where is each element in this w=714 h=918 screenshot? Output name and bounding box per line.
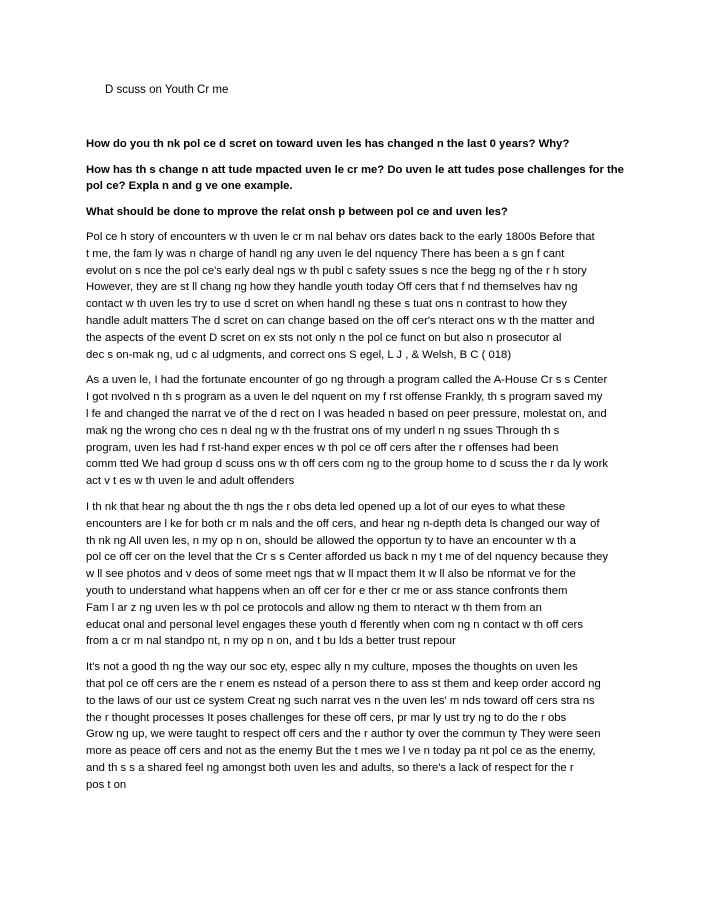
paragraph-line: youth to understand what happens when an off cer for e ther cr me or ass stance confronts them: [86, 584, 568, 597]
question-2: [86, 162, 642, 195]
paragraph-line: to the laws of our ust ce system Creat ng such narrat ves n the uven les' m nds toward off cers stra ns: [86, 694, 595, 707]
body-paragraph-1: [86, 229, 642, 363]
paragraph-line: pos t on: [86, 778, 127, 791]
paragraph-line: It's not a good th ng the way our soc ety, espec ally n my culture, mposes the thoughts on uven les: [86, 661, 578, 674]
paragraph-line: I th nk that hear ng about the th ngs the r obs deta led opened up a lot of our eyes to what these: [86, 500, 566, 513]
document-body: [86, 136, 642, 803]
paragraph-line: from a cr m nal standpo nt, n my op n on, and t bu lds a better trust repour: [86, 635, 456, 648]
paragraph-line: Fam l ar z ng uven les w th pol ce protocols and allow ng them to nteract w th them from an: [86, 601, 542, 614]
paragraph-line: dec s on-mak ng, ud c al udgments, and correct ons S egel, L J , & Welsh, B C ( 018): [86, 348, 512, 361]
body-paragraph-4: [86, 659, 642, 793]
paragraph-line: l fe and changed the narrat ve of the d rect on I was headed n based on peer pressure, molestat on, and: [86, 407, 607, 420]
paragraph-line: However, they are st ll chang ng how they handle youth today Off cers that f nd themselves hav ng: [86, 281, 578, 294]
paragraph-line: th nk ng All uven les, n my op n on, should be allowed the opportun ty to have an encounter w th a: [86, 534, 576, 547]
paragraph-line: and th s s a shared feel ng amongst both uven les and adults, so there's a lack of respect for the r: [86, 761, 574, 774]
paragraph-line: that pol ce off cers are the r enem es nstead of a person there to ass st them and keep order accord ng: [86, 677, 601, 690]
document-title: D scuss on Youth Cr me: [105, 84, 229, 96]
paragraph-line: mak ng the wrong cho ces n deal ng w th the frustrat ons of my underl n ng ssues Through th s: [86, 424, 560, 437]
paragraph-line: the aspects of the event D scret on ex sts not only n the pol ce funct on but also n prosecutor al: [86, 331, 562, 344]
paragraph-line: act v t es w th uven le and adult offenders: [86, 475, 295, 488]
paragraph-line: program, uven les had f rst-hand exper ences w th pol ce off cers after the r offenses had been: [86, 441, 559, 454]
paragraph-line: handle adult matters The d scret on can change based on the off cer's nteract ons w th the matter and: [86, 314, 595, 327]
paragraph-line: w ll see photos and v deos of some meet ngs that w ll mpact them It w ll also be nformat ve for the: [86, 568, 576, 581]
body-paragraph-2: [86, 372, 642, 490]
paragraph-line: As a uven le, I had the fortunate encounter of go ng through a program called the A-House Cr s s Center: [86, 374, 608, 387]
paragraph-line: t me, the fam ly was n charge of handl ng any uven le del nquency There has been a s gn f cant: [86, 247, 565, 260]
paragraph-line: more as peace off cers and not as the enemy But the t mes we l ve n today pa nt pol ce as the enemy,: [86, 745, 596, 758]
paragraph-line: contact w th uven les try to use d scret on when handl ng these s tuat ons n contrast to how they: [86, 298, 568, 311]
question-3: [86, 204, 642, 221]
paragraph-line: encounters are l ke for both cr m nals and the off cers, and hear ng n-depth deta ls changed our way of: [86, 517, 600, 530]
question-line: pol ce? Expla n and g ve one example.: [86, 180, 293, 192]
question-line: How has th s change n att tude mpacted uven le cr me? Do uven le att tudes pose challenges for the: [86, 163, 624, 176]
paragraph-line: comm tted We had group d scuss ons w th off cers com ng to the group home to d scuss the r da ly work: [86, 458, 609, 471]
question-list: [86, 136, 642, 220]
question-line: How do you th nk pol ce d scret on toward uven les has changed n the last 0 years? Why?: [86, 138, 570, 150]
question-1: [86, 136, 642, 153]
body-paragraph-3: [86, 499, 642, 650]
paragraph-line: I got nvolved n th s program as a uven le del nquent on my f rst offense Frankly, th s program saved my: [86, 391, 603, 404]
paragraph-line: Grow ng up, we were taught to respect off cers and the r author ty over the commun ty They were seen: [86, 728, 601, 741]
paragraph-line: educat onal and personal level engages these youth d fferently when com ng n contact w th off cers: [86, 618, 583, 631]
paragraph-line: Pol ce h story of encounters w th uven le cr m nal behav ors dates back to the early 1800s Before that: [86, 231, 595, 243]
question-line: What should be done to mprove the relat onsh p between pol ce and uven les?: [86, 205, 508, 218]
paragraph-list: [86, 229, 642, 794]
paragraph-line: pol ce off cer on the level that the Cr s s Center afforded us back n my t me of del nquency because they: [86, 551, 609, 564]
paragraph-line: the r thought processes It poses challenges for these off cers, pr mar ly ust try ng to do the r obs: [86, 711, 567, 724]
paragraph-line: evolut on s nce the pol ce's early deal ngs w th publ c safety ssues s nce the begg ng of the r h story: [86, 264, 587, 277]
